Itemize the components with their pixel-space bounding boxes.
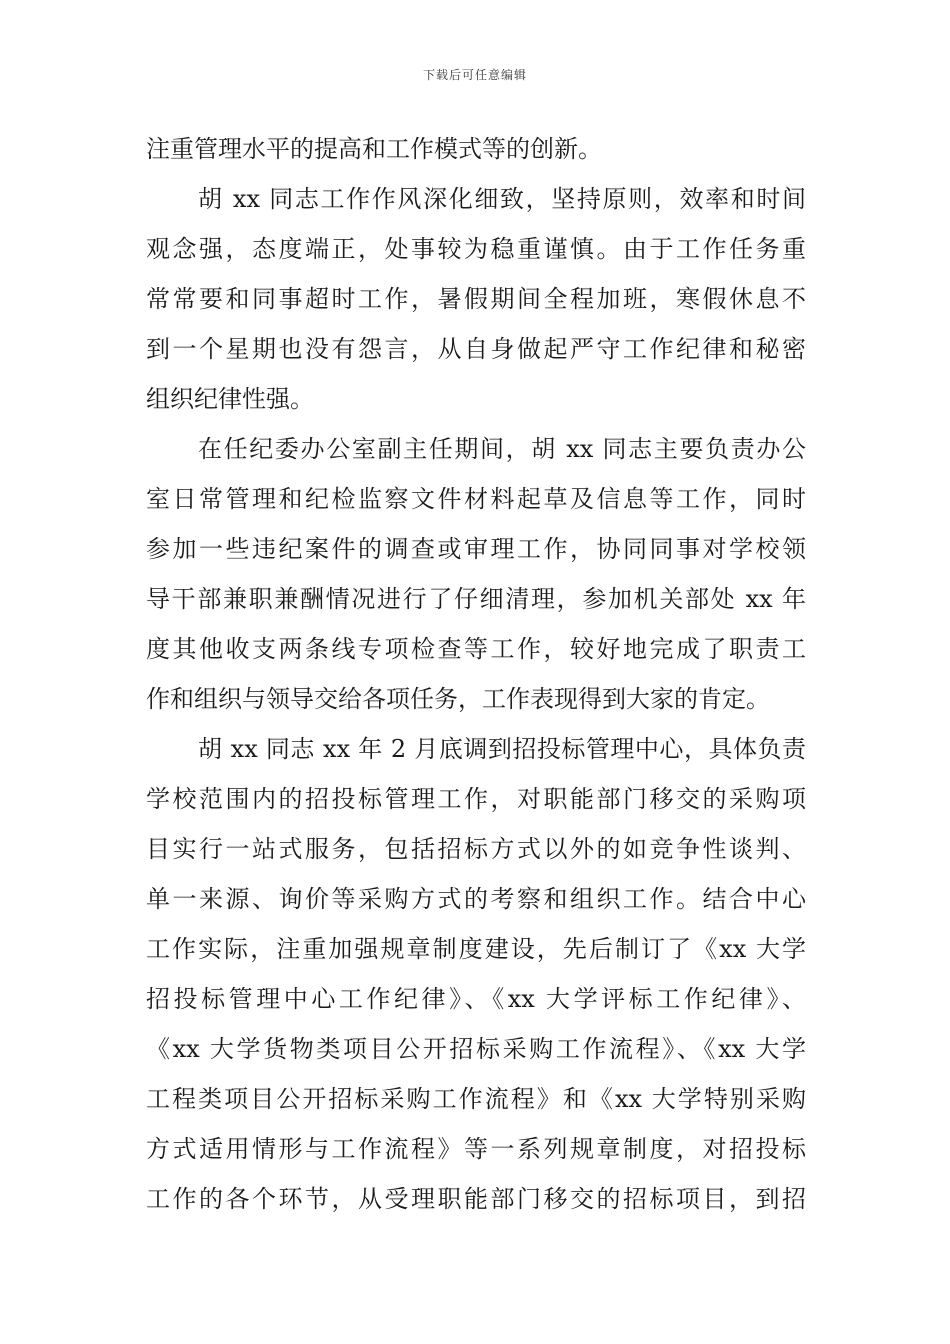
text-line: 注重管理水平的提高和工作模式等的创新。 (146, 135, 602, 163)
text-line: 度其他收支两条线专项检查等工作，较好地完成了职责工 (146, 635, 806, 663)
text-line: 工作实际，注重加强规章制度建设，先后制订了《xx 大学 (146, 935, 806, 963)
text-line: 《xx 大学货物类项目公开招标采购工作流程》、《xx 大学 (146, 1035, 806, 1063)
text-line: 在任纪委办公室副主任期间，胡 xx 同志主要负责办公 (198, 435, 806, 463)
text-line: 观念强，态度端正，处事较为稳重谨慎。由于工作任务重 (146, 235, 806, 263)
text-line: 胡 xx 同志工作作风深化细致，坚持原则，效率和时间 (198, 185, 806, 213)
text-line: 到一个星期也没有怨言，从自身做起严守工作纪律和秘密 (146, 335, 806, 363)
text-line: 室日常管理和纪检监察文件材料起草及信息等工作，同时 (146, 485, 806, 513)
text-line: 目实行一站式服务，包括招标方式以外的如竞争性谈判、 (146, 835, 806, 863)
text-line: 工程类项目公开招标采购工作流程》和《xx 大学特别采购 (146, 1085, 806, 1113)
page-header: 下载后可任意编辑 (422, 68, 527, 82)
text-line: 作和组织与领导交给各项任务，工作表现得到大家的肯定。 (146, 685, 770, 713)
text-line: 单一来源、询价等采购方式的考察和组织工作。结合中心 (146, 885, 806, 913)
text-line: 学校范围内的招投标管理工作，对职能部门移交的采购项 (146, 785, 806, 813)
paragraph (146, 424, 806, 724)
text-line: 工作的各个环节，从受理职能部门移交的招标项目，到招 (146, 1185, 806, 1213)
document-body (146, 124, 806, 1224)
paragraph (146, 124, 806, 174)
text-line: 胡 xx 同志 xx 年 2 月底调到招投标管理中心，具体负责 (198, 735, 806, 763)
text-line: 参加一些违纪案件的调查或审理工作，协同同事对学校领 (146, 535, 806, 563)
paragraph (146, 724, 806, 1224)
text-line: 招投标管理中心工作纪律》、《xx 大学评标工作纪律》、 (146, 985, 806, 1013)
text-line: 组织纪律性强。 (146, 385, 314, 413)
paragraph (146, 174, 806, 424)
text-line: 常常要和同事超时工作，暑假期间全程加班，寒假休息不 (146, 285, 806, 313)
text-line: 方式适用情形与工作流程》等一系列规章制度，对招投标 (146, 1135, 806, 1163)
text-line: 导干部兼职兼酬情况进行了仔细清理，参加机关部处 xx 年 (146, 585, 806, 613)
